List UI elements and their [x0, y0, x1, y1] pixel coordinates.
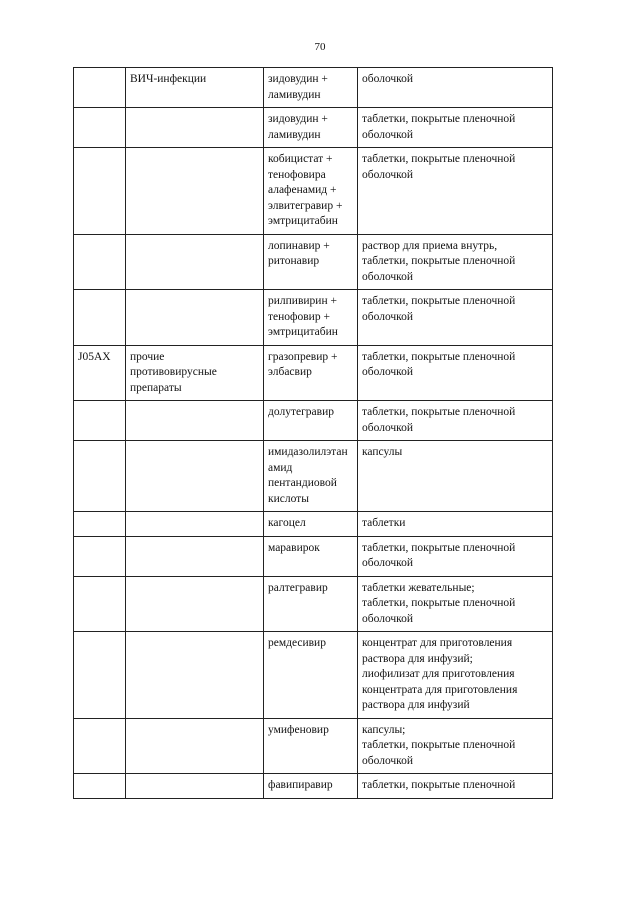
atc-code-cell: [74, 68, 126, 108]
table-row: [74, 536, 553, 576]
atc-code-cell: [74, 512, 126, 537]
group-name-cell: [126, 632, 264, 719]
dosage-form-cell: капсулы; таблетки, покрытые пленочной оболочкой: [358, 718, 553, 774]
atc-code-cell: [74, 441, 126, 512]
dosage-form-cell: таблетки жевательные; таблетки, покрытые пленочной оболочкой: [358, 576, 553, 632]
group-name-cell: [126, 576, 264, 632]
dosage-form-cell: раствор для приема внутрь, таблетки, покрытые пленочной оболочкой: [358, 234, 553, 290]
dosage-form-cell: таблетки, покрытые пленочной оболочкой: [358, 536, 553, 576]
drug-name-cell: рилпивирин + тенофовир + эмтрицитабин: [264, 290, 358, 346]
drug-table: [73, 67, 553, 799]
group-name-cell: ВИЧ-инфекции: [126, 68, 264, 108]
drug-name-cell: зидовудин + ламивудин: [264, 68, 358, 108]
drug-name-cell: кагоцел: [264, 512, 358, 537]
group-name-cell: [126, 774, 264, 799]
atc-code-cell: [74, 576, 126, 632]
group-name-cell: прочие противовирусные препараты: [126, 345, 264, 401]
table-body: [74, 68, 553, 799]
dosage-form-cell: таблетки, покрытые пленочной оболочкой: [358, 401, 553, 441]
table-row: [74, 401, 553, 441]
table-row: [74, 108, 553, 148]
table-row: [74, 576, 553, 632]
dosage-form-cell: таблетки: [358, 512, 553, 537]
drug-name-cell: ралтегравир: [264, 576, 358, 632]
table-row: [74, 512, 553, 537]
table-row: [74, 148, 553, 235]
drug-name-cell: умифеновир: [264, 718, 358, 774]
atc-code-cell: [74, 148, 126, 235]
atc-code-cell: [74, 108, 126, 148]
group-name-cell: [126, 718, 264, 774]
group-name-cell: [126, 536, 264, 576]
table-row: [74, 441, 553, 512]
drug-name-cell: маравирок: [264, 536, 358, 576]
atc-code-cell: [74, 290, 126, 346]
group-name-cell: [126, 441, 264, 512]
drug-name-cell: гразопревир + элбасвир: [264, 345, 358, 401]
drug-name-cell: лопинавир + ритонавир: [264, 234, 358, 290]
group-name-cell: [126, 401, 264, 441]
dosage-form-cell: таблетки, покрытые пленочной оболочкой: [358, 148, 553, 235]
atc-code-cell: J05AX: [74, 345, 126, 401]
group-name-cell: [126, 290, 264, 346]
table-row: [74, 290, 553, 346]
dosage-form-cell: концентрат для приготовления раствора для инфузий; лиофилизат для приготовления концентрата для приготовления раствора для инфузий: [358, 632, 553, 719]
dosage-form-cell: оболочкой: [358, 68, 553, 108]
drug-name-cell: долутегравир: [264, 401, 358, 441]
atc-code-cell: [74, 774, 126, 799]
table-row: [74, 68, 553, 108]
group-name-cell: [126, 108, 264, 148]
drug-name-cell: имидазолилэтан амид пентандиовой кислоты: [264, 441, 358, 512]
drug-name-cell: фавипиравир: [264, 774, 358, 799]
dosage-form-cell: капсулы: [358, 441, 553, 512]
drug-name-cell: ремдесивир: [264, 632, 358, 719]
atc-code-cell: [74, 536, 126, 576]
page-number: 70: [314, 41, 326, 53]
table-row: [74, 632, 553, 719]
atc-code-cell: [74, 401, 126, 441]
dosage-form-cell: таблетки, покрытые пленочной оболочкой: [358, 290, 553, 346]
drug-name-cell: зидовудин + ламивудин: [264, 108, 358, 148]
group-name-cell: [126, 234, 264, 290]
atc-code-cell: [74, 234, 126, 290]
atc-code-cell: [74, 718, 126, 774]
table-row: [74, 234, 553, 290]
table-row: [74, 774, 553, 799]
group-name-cell: [126, 512, 264, 537]
table-row: [74, 718, 553, 774]
atc-code-cell: [74, 632, 126, 719]
table-row: [74, 345, 553, 401]
drug-name-cell: кобицистат + тенофовира алафенамид + элвитегравир + эмтрицитабин: [264, 148, 358, 235]
dosage-form-cell: таблетки, покрытые пленочной оболочкой: [358, 108, 553, 148]
dosage-form-cell: таблетки, покрытые пленочной оболочкой: [358, 345, 553, 401]
group-name-cell: [126, 148, 264, 235]
dosage-form-cell: таблетки, покрытые пленочной: [358, 774, 553, 799]
